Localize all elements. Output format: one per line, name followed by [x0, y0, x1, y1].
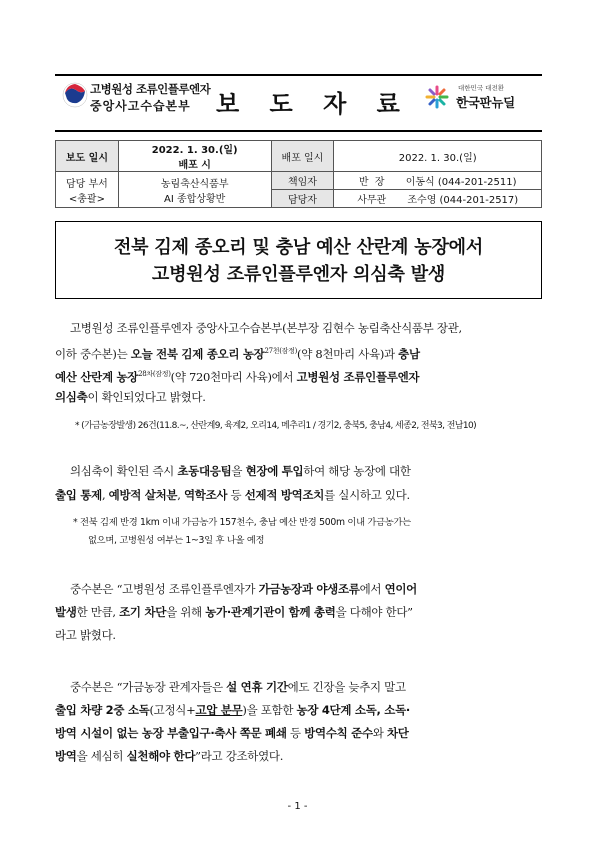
release-date-cell: [118, 141, 271, 172]
bold-text: 예방적 살처분: [108, 488, 178, 502]
release-info-table: [55, 140, 542, 208]
text: (약 720천마리 사육)에서: [170, 369, 297, 384]
dist-date-label: 배포 일시: [271, 141, 334, 172]
headline-line2: 고병원성 조류인플루엔자 의심축 발생: [151, 264, 446, 285]
p1-line3: [55, 367, 545, 384]
dept-value: [118, 172, 271, 208]
p3-line3: 라고 밝혔다.: [55, 628, 116, 642]
p4-line1: [70, 680, 560, 694]
press-release-title: 보 도 자 료: [216, 89, 411, 118]
superscript: 28차(잠정): [138, 370, 171, 378]
p1-line4: [55, 390, 545, 404]
dept-value-line2: AI 종합상황반: [164, 193, 226, 205]
dept-value-line1: 농림축산식품부: [160, 178, 229, 190]
brand-name: 한국판뉴딜: [456, 95, 515, 110]
text: 을: [231, 464, 246, 478]
bold-text: 농장 4단계 소독, 소독·: [296, 703, 410, 717]
page-number: - 1 -: [287, 801, 308, 812]
bold-text: 현장에 투입: [245, 464, 304, 478]
bold-text: 고압 분무: [195, 703, 243, 717]
dept-label-line1: 담당 부서: [66, 178, 108, 190]
text: ,: [177, 488, 184, 502]
bold-text: 역학조사: [183, 488, 228, 502]
p2-line2: [55, 488, 545, 502]
dept-label: [56, 172, 119, 208]
p3-line2: [55, 605, 545, 619]
manager-role: 반 장: [358, 177, 385, 188]
staff-name: 조수영 (044-201-2517): [407, 195, 519, 206]
bold-text: 방역수칙 준수: [304, 726, 373, 740]
bold-text: 가금농장과 야생조류: [258, 582, 360, 596]
text: 의심축이 확인된 즉시: [70, 464, 178, 478]
bold-text: 충남: [398, 346, 420, 361]
p3-line1: [70, 582, 560, 596]
manager-contact: [334, 172, 542, 190]
org-name-line1: 고병원성 조류인플루엔자: [90, 82, 211, 96]
p4-line2: [55, 703, 545, 717]
text: 을 다해야 한다”: [335, 605, 413, 619]
korean-new-deal-logo-icon: [425, 85, 449, 109]
p1-footnote: * (가금농장발생) 26건(11.8.~, 산란계9, 육계2, 오리14, 메추리1 / 경기2, 충북5, 충남4, 세종2, 전북3, 전남10): [75, 421, 477, 431]
brand-slogan: 대한민국 대전환: [458, 84, 505, 92]
p1-line2: [55, 344, 545, 361]
text: 이하 중수본)는: [55, 346, 131, 361]
bold-text: 농가·관계기관이 함께 총력: [205, 605, 336, 619]
release-date-value: 2022. 1. 30.(일): [151, 145, 238, 156]
bold-text: 초동대응팀: [177, 464, 232, 478]
superscript: 27천(잠정): [264, 347, 298, 355]
text: 에서: [359, 582, 385, 596]
manager-name: 이동식 (044-201-2511): [405, 177, 517, 188]
release-time-value: 배포 시: [178, 160, 211, 171]
p2-footnote-line2: 없으며, 고병원성 여부는 1~3일 후 나올 예정: [88, 535, 265, 546]
bold-text: 실천해야 한다: [126, 749, 196, 763]
dist-date-value: 2022. 1. 30.(일): [334, 141, 542, 172]
p1-line1: 고병원성 조류인플루엔자 중앙사고수습본부(본부장 김현수 농림축산식품부 장관,: [70, 321, 462, 335]
staff-role: 사무관: [357, 195, 387, 206]
bold-text: 조기 차단: [119, 605, 167, 619]
p2-footnote-line1: * 전북 김제 반경 1km 이내 가금농가 157천수, 충남 예산 반경 500m 이내 가금농가는: [73, 517, 411, 528]
government-emblem-icon: [62, 82, 88, 108]
text: 와: [372, 726, 387, 740]
release-date-label: 보도 일시: [56, 141, 119, 172]
bold-text: 의심축: [55, 390, 88, 404]
text: 중수본은 “가금농장 관계자들은: [70, 680, 227, 694]
staff-contact: [334, 190, 542, 208]
p4-line3: [55, 726, 545, 740]
headline-line1: 전북 김제 종오리 및 충남 예산 산란계 농장에서: [113, 237, 484, 258]
bold-text: 발생: [55, 605, 77, 619]
bold-text: 선제적 방역조치: [244, 488, 325, 502]
text: 을 세심히: [76, 749, 127, 763]
staff-label: 담당자: [271, 190, 334, 208]
text: ”라고 강조하였다.: [195, 749, 284, 763]
bold-text: 연이어: [384, 582, 417, 596]
text: 이 확인되었다고 밝혔다.: [87, 390, 206, 404]
p2-line1: [70, 464, 560, 478]
p4-line4: [55, 749, 545, 763]
bold-text: 출입 통제: [55, 488, 102, 502]
text: (고정식+: [149, 703, 196, 717]
bold-text: 출입 차량 2중 소독: [55, 703, 150, 717]
text: 을 위해: [166, 605, 206, 619]
text: (약 8천마리 사육)과: [297, 346, 399, 361]
bold-text: 방역: [55, 749, 77, 763]
bold-text: 오늘 전북 김제 종오리 농장: [130, 346, 265, 361]
text: 를 실시하고 있다.: [324, 488, 410, 502]
text: 에도 긴장을 늦추지 말고: [287, 680, 406, 694]
bold-text: 차단: [386, 726, 409, 740]
text: 하여 해당 농장에 대한: [303, 464, 411, 478]
text: 한 만큼,: [76, 605, 120, 619]
text: )을 포함한: [242, 703, 297, 717]
bold-text: 예산 산란계 농장: [55, 369, 139, 384]
bold-text: 설 연휴 기간: [226, 680, 288, 694]
manager-label: 책임자: [271, 172, 334, 190]
dept-label-line2: <총괄>: [68, 193, 105, 205]
bold-text: 방역 시설이 없는 농장 부출입구·축사 쪽문 폐쇄: [55, 726, 287, 740]
text: 등: [286, 726, 305, 740]
text: 등: [227, 488, 245, 502]
text: ,: [101, 488, 109, 502]
org-name-line2: 중앙사고수습본부: [90, 99, 191, 113]
bold-text: 고병원성 조류인플루엔자: [296, 369, 420, 384]
text: 중수본은 “고병원성 조류인플루엔자가: [70, 582, 259, 596]
